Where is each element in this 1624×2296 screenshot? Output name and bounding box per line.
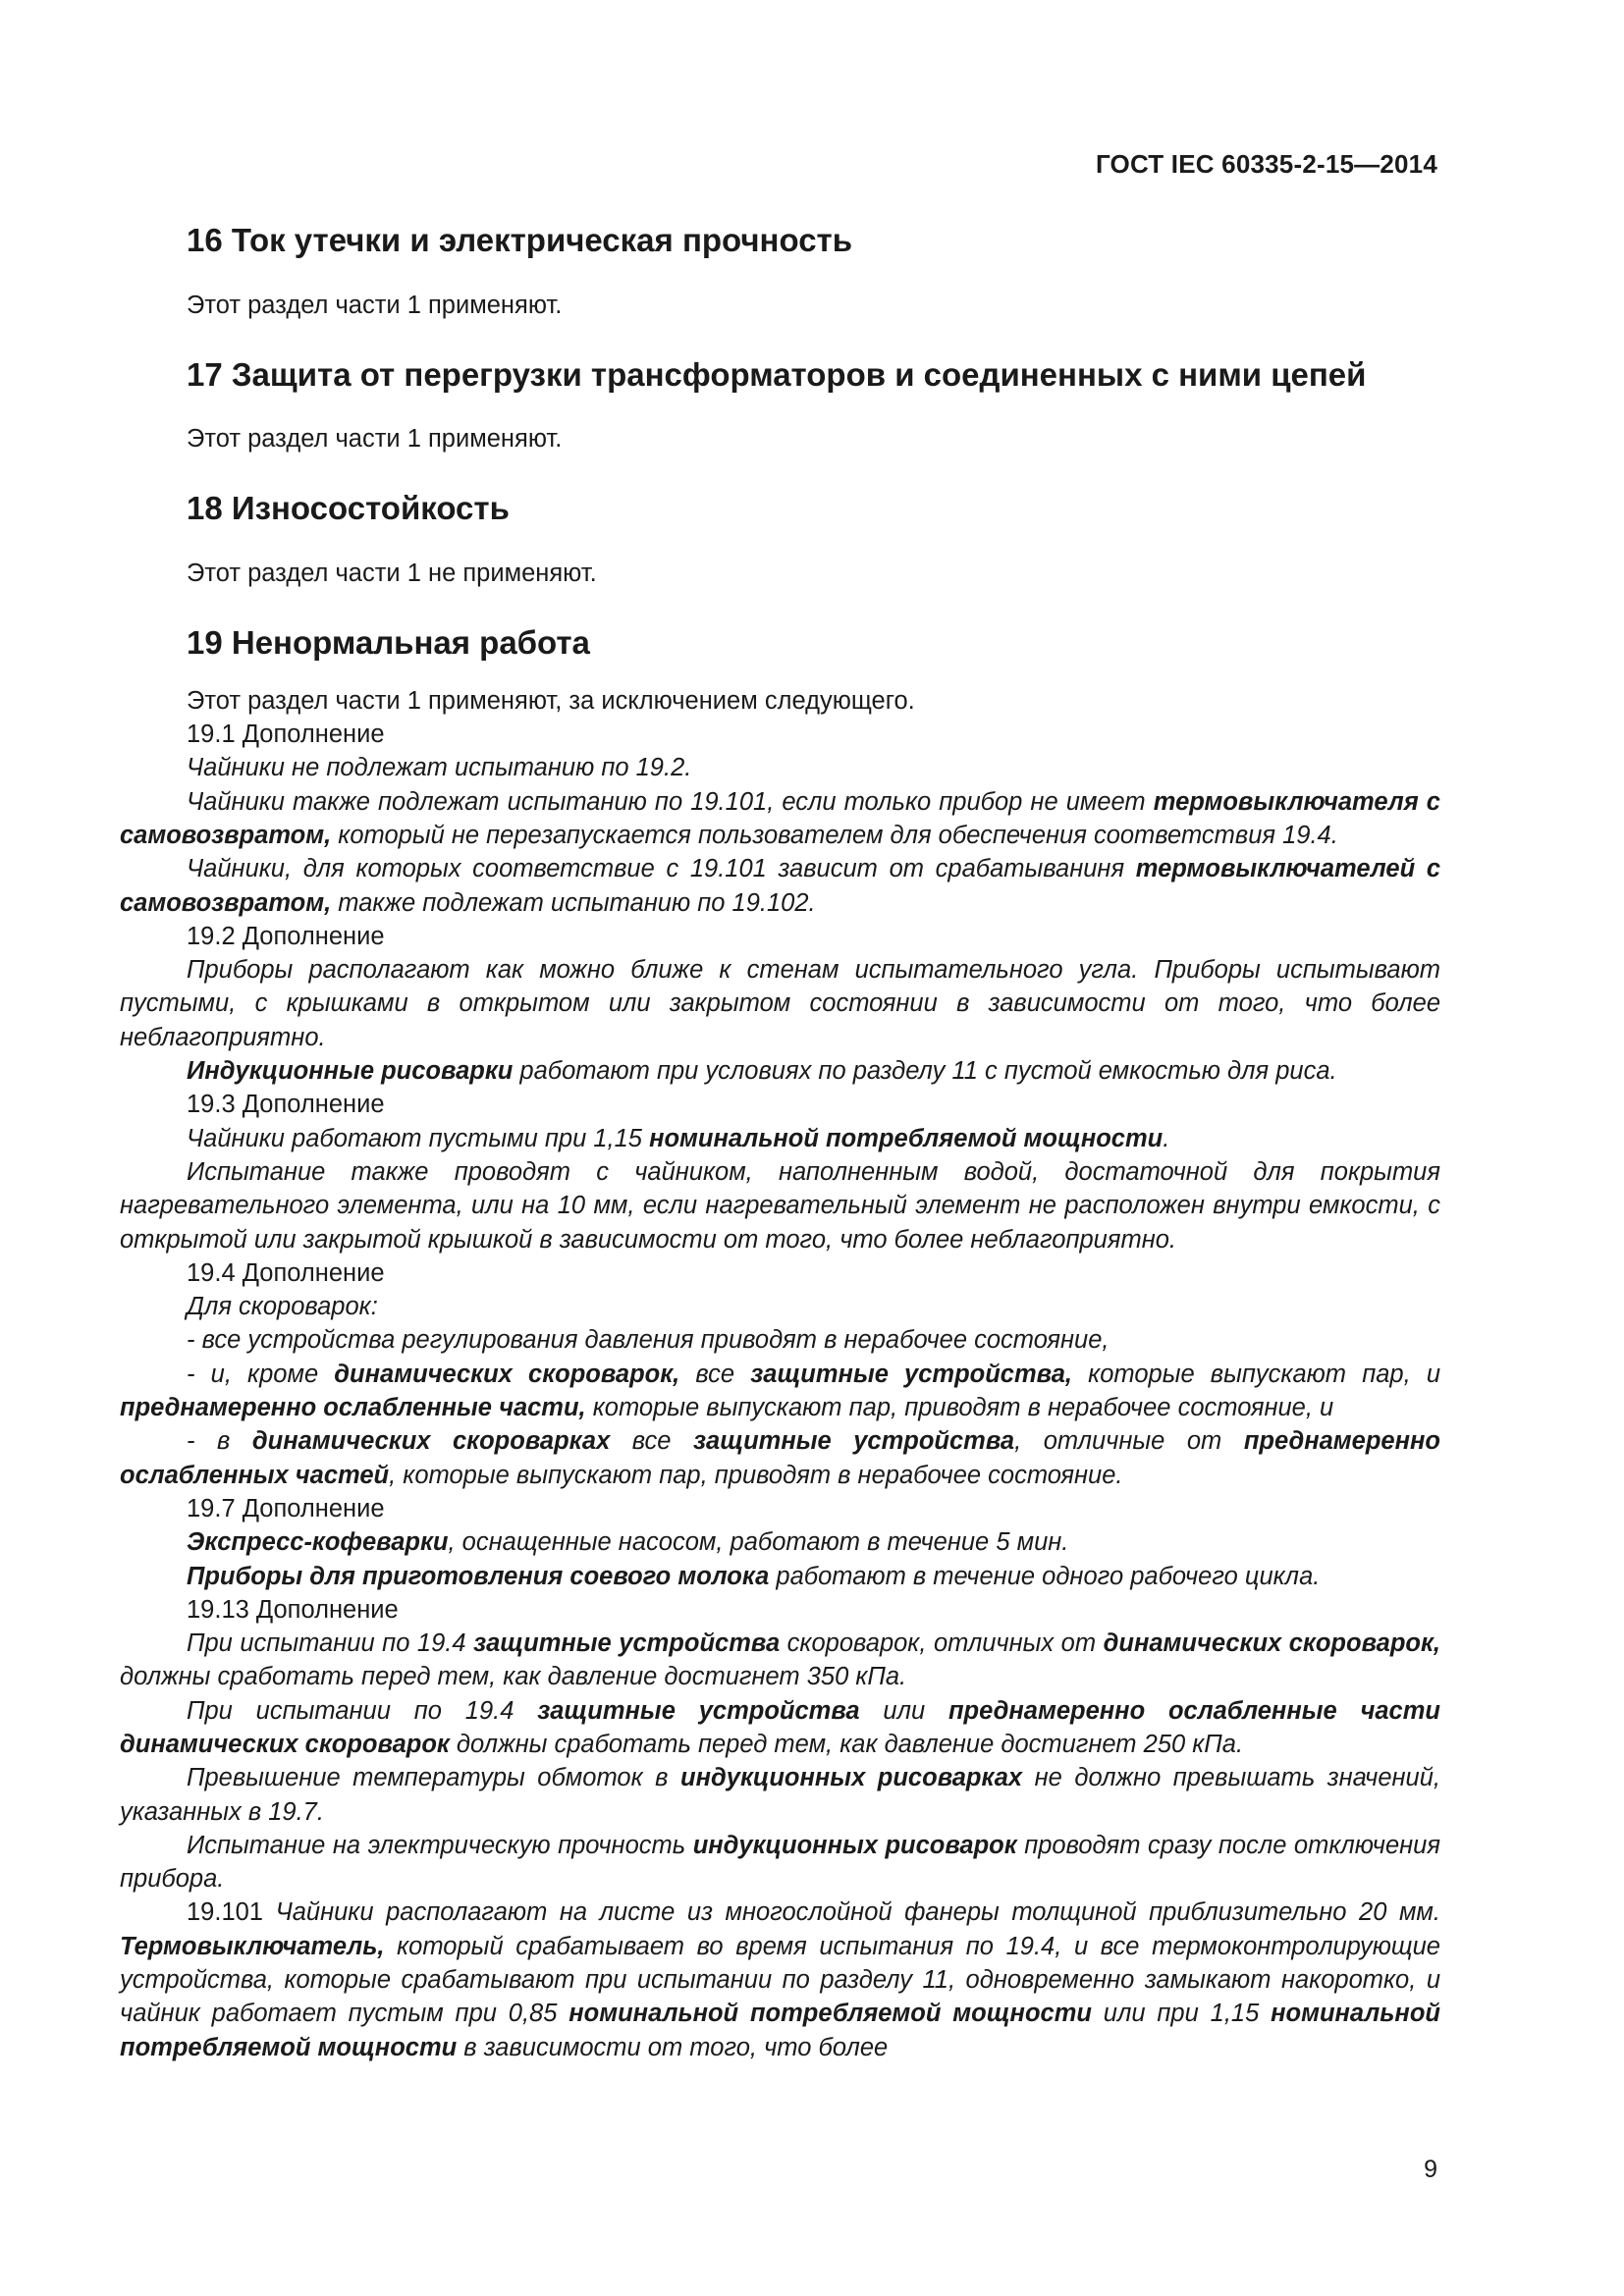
paragraph xyxy=(120,1424,1440,1492)
text-run: Чайники располагают на листе из многослойной фанеры толщиной приблизительно 20 мм. xyxy=(275,1898,1440,1927)
paragraph xyxy=(120,953,1440,1054)
text-run: индукционных рисоварках xyxy=(680,1764,1023,1792)
text-run: динамических скороварках xyxy=(251,1427,611,1456)
paragraph xyxy=(120,1761,1440,1829)
text-run: 19.1 Дополнение xyxy=(187,721,385,749)
paragraph xyxy=(120,1829,1440,1896)
paragraph xyxy=(120,1560,1440,1593)
text-run: защитные устройства xyxy=(537,1696,860,1725)
text-run: номинальной потребляемой мощности xyxy=(568,2000,1092,2028)
text-run: 19.13 Дополнение xyxy=(187,1595,399,1624)
paragraph xyxy=(120,1358,1440,1425)
paragraph xyxy=(120,1122,1440,1155)
paragraph xyxy=(120,1492,1440,1525)
paragraph xyxy=(120,1290,1440,1323)
text-run: Экспресс-кофеварки xyxy=(187,1528,449,1557)
paragraph xyxy=(120,1155,1440,1256)
section-16-title: 16 Ток утечки и электрическая прочность xyxy=(187,222,852,258)
text-run: Чайники работают пустыми при 1,15 xyxy=(187,1124,650,1152)
section-16-text: Этот раздел части 1 применяют. xyxy=(187,291,563,319)
paragraph xyxy=(120,1896,1440,2063)
text-run: - все устройства регулирования давления приводят в нерабочее состояние, xyxy=(187,1326,1110,1355)
text-run: 19.7 Дополнение xyxy=(187,1494,385,1522)
section-18-title: 18 Износостойкость xyxy=(187,490,510,527)
text-run: преднамеренно ослабленных частей xyxy=(120,1427,1440,1489)
paragraph xyxy=(120,1054,1440,1088)
text-run: Приборы располагают как можно ближе к стенам испытательного угла. Приборы испытывают пустыми, с крышками в открытом или закрытом состоянии в зависимости от того, что более неблагоприятно. xyxy=(120,956,1440,1051)
text-run: преднамеренно ослабленные части, xyxy=(120,1394,586,1422)
text-run: работают в течение одного рабочего цикла. xyxy=(769,1562,1321,1590)
paragraph xyxy=(120,751,1440,784)
text-run: индукционных рисоварок xyxy=(692,1831,1017,1859)
text-run: все xyxy=(610,1427,694,1456)
text-run: который срабатывает во время испытания по 19.4, и все термоконтролирующие устройства, которые срабатывают при испытании по разделу 11, одновременно замыкают накоротко, и чайник работает пустым при 0,85 xyxy=(120,1932,1440,2028)
text-run: проводят сразу после отключения прибора. xyxy=(120,1831,1440,1894)
text-run: Чайники также подлежат испытанию по 19.101, если только прибор не имеет xyxy=(187,787,1154,816)
section-17-title: 17 Защита от перегрузки трансформаторов и соединенных с ними цепей xyxy=(187,355,1367,393)
text-run: динамических скороварок, xyxy=(1103,1629,1440,1658)
text-run: также подлежат испытанию по 19.102. xyxy=(331,888,816,917)
paragraph xyxy=(120,718,1440,751)
section-19-body xyxy=(120,684,1440,2064)
text-run: Этот раздел части 1 применяют, за исключением следующего. xyxy=(187,686,915,715)
text-run: Термовыключатель, xyxy=(120,1932,385,1960)
text-run: термовыключателей с самовозвратом, xyxy=(120,855,1440,917)
text-run: Испытание также проводят с чайником, наполненным водой, достаточной для покрытия нагревательного элемента, или на 10 мм, если нагревательный элемент не расположен внутри емкости, с открытой или закрытой крышкой в зависимости от того, что более неблагоприятно. xyxy=(120,1157,1440,1254)
text-run: защитные устройства, xyxy=(750,1360,1073,1388)
section-18-text: Этот раздел части 1 не применяют. xyxy=(187,560,597,588)
paragraph xyxy=(120,1593,1440,1627)
text-run: номинальной потребляемой мощности xyxy=(120,2000,1440,2061)
text-run: или xyxy=(859,1696,948,1725)
text-run: 19.3 Дополнение xyxy=(187,1091,385,1119)
paragraph xyxy=(120,684,1440,718)
text-run: должны сработать перед тем, как давление достигнет 250 кПа. xyxy=(449,1731,1244,1758)
text-run: Чайники, для которых соответствие с 19.101 зависит от срабатываниня xyxy=(187,855,1136,883)
text-run: Для скороварок: xyxy=(187,1293,378,1321)
text-run: - в xyxy=(187,1427,252,1456)
text-run: скороварок, отличных от xyxy=(780,1629,1104,1658)
paragraph xyxy=(120,1256,1440,1290)
text-run: преднамеренно ослабленные части динамических скороварок xyxy=(120,1696,1440,1758)
paragraph xyxy=(120,852,1440,920)
text-run: в зависимости от того, что более xyxy=(457,2033,889,2061)
paragraph xyxy=(120,785,1440,853)
page-number: 9 xyxy=(1424,2156,1437,2183)
text-run: Превышение температуры обмоток в xyxy=(187,1764,681,1792)
text-run: которые выпускают пар, приводят в нерабочее состояние, и xyxy=(585,1394,1334,1422)
text-run: Приборы для приготовления соевого молока xyxy=(187,1562,770,1590)
text-run: не должно превышать значений, указанных в 19.7. xyxy=(120,1764,1440,1826)
text-run: . xyxy=(1163,1124,1170,1152)
section-17-text: Этот раздел части 1 применяют. xyxy=(187,425,563,454)
text-run: , отличные от xyxy=(1014,1427,1244,1456)
text-run: , которые выпускают пар, приводят в нерабочее состояние. xyxy=(389,1461,1123,1489)
text-run: , оснащенные насосом, работают в течение 5 мин. xyxy=(448,1528,1069,1557)
paragraph xyxy=(120,1323,1440,1357)
text-run: которые выпускают пар, и xyxy=(1072,1360,1440,1388)
paragraph xyxy=(120,1694,1440,1762)
text-run: При испытании по 19.4 xyxy=(187,1629,474,1658)
paragraph xyxy=(120,920,1440,953)
text-run: 19.101 xyxy=(187,1898,276,1927)
page-content xyxy=(120,221,1440,2064)
text-run: работают при условиях по разделу 11 с пустой емкостью для риса. xyxy=(513,1057,1337,1086)
text-run: который не перезапускается пользователем для обеспечения соответствия 19.4. xyxy=(331,821,1338,849)
text-run: защитные устройства xyxy=(693,1427,1015,1456)
text-run: или при 1,15 xyxy=(1091,2000,1272,2028)
text-run: При испытании по 19.4 xyxy=(187,1696,538,1725)
text-run: 19.4 Дополнение xyxy=(187,1258,385,1287)
text-run: 19.2 Дополнение xyxy=(187,922,385,950)
section-19-title: 19 Ненормальная работа xyxy=(187,624,590,662)
text-run: - и, кроме xyxy=(187,1360,335,1388)
text-run: номинальной потребляемой мощности xyxy=(649,1124,1164,1152)
paragraph xyxy=(120,1088,1440,1121)
standard-header: ГОСТ IEC 60335-2-15—2014 xyxy=(1095,149,1437,179)
text-run: должны сработать перед тем, как давление достигнет 350 кПа. xyxy=(120,1663,907,1691)
text-run: защитные устройства xyxy=(473,1629,781,1658)
text-run: динамических скороварок, xyxy=(334,1360,680,1388)
text-run: Индукционные рисоварки xyxy=(187,1057,514,1086)
paragraph xyxy=(120,1525,1440,1559)
text-run: Испытание на электрическую прочность xyxy=(187,1831,693,1859)
text-run: Чайники не подлежат испытанию по 19.2. xyxy=(187,754,692,782)
paragraph xyxy=(120,1627,1440,1694)
text-run: термовыключателя с самовозвратом, xyxy=(120,787,1440,849)
text-run: все xyxy=(679,1360,751,1388)
